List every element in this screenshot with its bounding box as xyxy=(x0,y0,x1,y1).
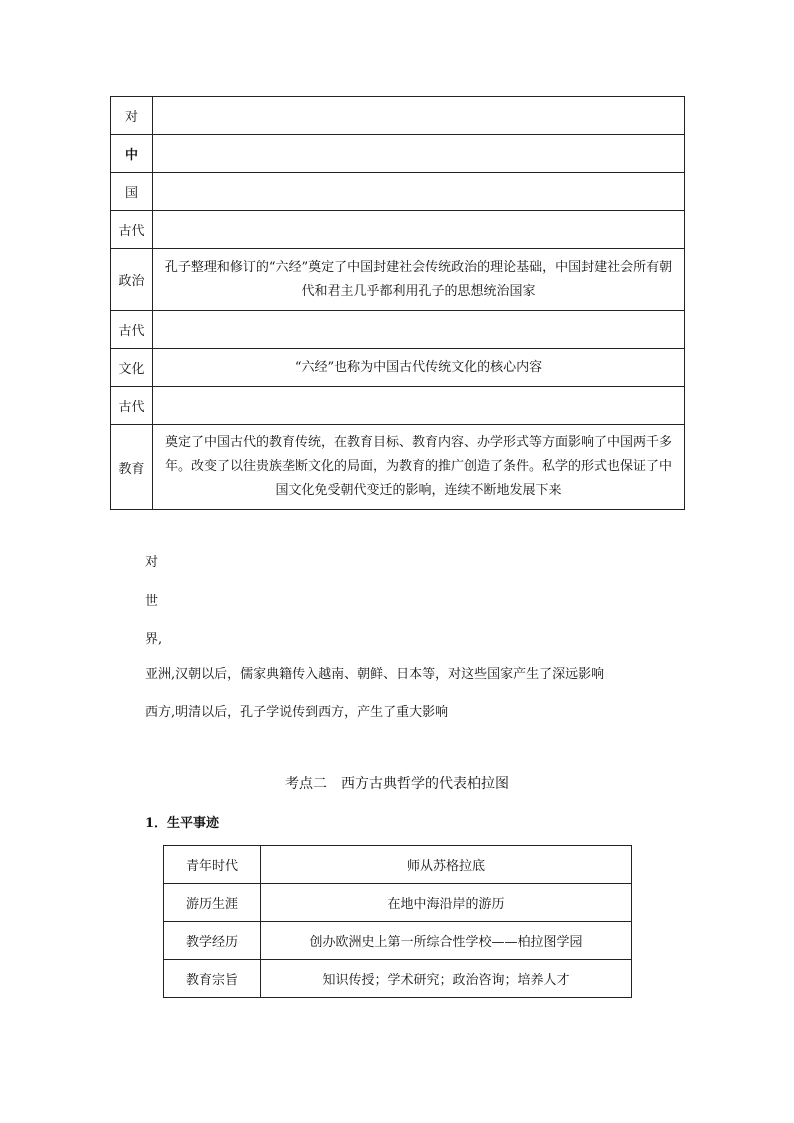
row-value: 在地中海沿岸的游历 xyxy=(261,884,632,922)
world-label-line3: 界, xyxy=(145,632,163,647)
table-row xyxy=(164,884,632,922)
row-value: 师从苏格拉底 xyxy=(261,846,632,884)
row-text xyxy=(153,387,685,425)
table-row xyxy=(164,922,632,960)
row-text xyxy=(153,173,685,211)
row-label: 对 xyxy=(111,97,153,135)
row-label: 国 xyxy=(111,173,153,211)
row-label: 古代 xyxy=(111,311,153,349)
world-asia-text: 亚洲,汉朝以后，儒家典籍传入越南、朝鲜、日本等，对这些国家产生了深远影响 xyxy=(145,667,605,682)
plato-life-table xyxy=(163,845,632,998)
row-label: 教育 xyxy=(111,425,153,510)
row-label: 古代 xyxy=(111,387,153,425)
row-text: 孔子整理和修订的“六经”奠定了中国封建社会传统政治的理论基础，中国封建社会所有朝代和君主几乎都利用孔子的思想统治国家 xyxy=(153,249,685,311)
table-row xyxy=(164,846,632,884)
row-value: 知识传授；学术研究；政治咨询；培养人才 xyxy=(261,960,632,998)
row-key: 教育宗旨 xyxy=(164,960,261,998)
world-label-line2: 世 xyxy=(145,594,159,609)
row-text xyxy=(153,311,685,349)
row-value: 创办欧洲史上第一所综合性学校——柏拉图学园 xyxy=(261,922,632,960)
table-row xyxy=(111,349,685,387)
row-text: “六经”也称为中国古代传统文化的核心内容 xyxy=(153,349,685,387)
row-text xyxy=(153,135,685,173)
row-text xyxy=(153,97,685,135)
world-west-text: 西方,明清以后，孔子学说传到西方，产生了重大影响 xyxy=(145,705,449,720)
row-label: 中 xyxy=(111,135,153,173)
table-row xyxy=(111,173,685,211)
table-row xyxy=(164,960,632,998)
section-subheading: 1．生平事迹 xyxy=(145,816,220,831)
row-label: 古代 xyxy=(111,211,153,249)
table-row xyxy=(111,387,685,425)
row-label: 政治 xyxy=(111,249,153,311)
section-heading: 考点二 西方古典哲学的代表柏拉图 xyxy=(285,776,509,792)
table-row xyxy=(111,211,685,249)
table-row xyxy=(111,311,685,349)
row-key: 青年时代 xyxy=(164,846,261,884)
row-key: 教学经历 xyxy=(164,922,261,960)
row-text xyxy=(153,211,685,249)
row-text: 奠定了中国古代的教育传统，在教育目标、教育内容、办学形式等方面影响了中国两千多年。改变了以往贵族垄断文化的局面，为教育的推广创造了条件。私学的形式也保证了中国文化免受朝代变迁的影响，连续不断地发展下来 xyxy=(153,425,685,510)
table-row xyxy=(111,249,685,311)
world-label-line1: 对 xyxy=(145,555,159,570)
row-key: 游历生涯 xyxy=(164,884,261,922)
table-row xyxy=(111,97,685,135)
row-label: 文化 xyxy=(111,349,153,387)
table-row xyxy=(111,425,685,510)
confucius-influence-table xyxy=(110,96,685,510)
table-row xyxy=(111,135,685,173)
